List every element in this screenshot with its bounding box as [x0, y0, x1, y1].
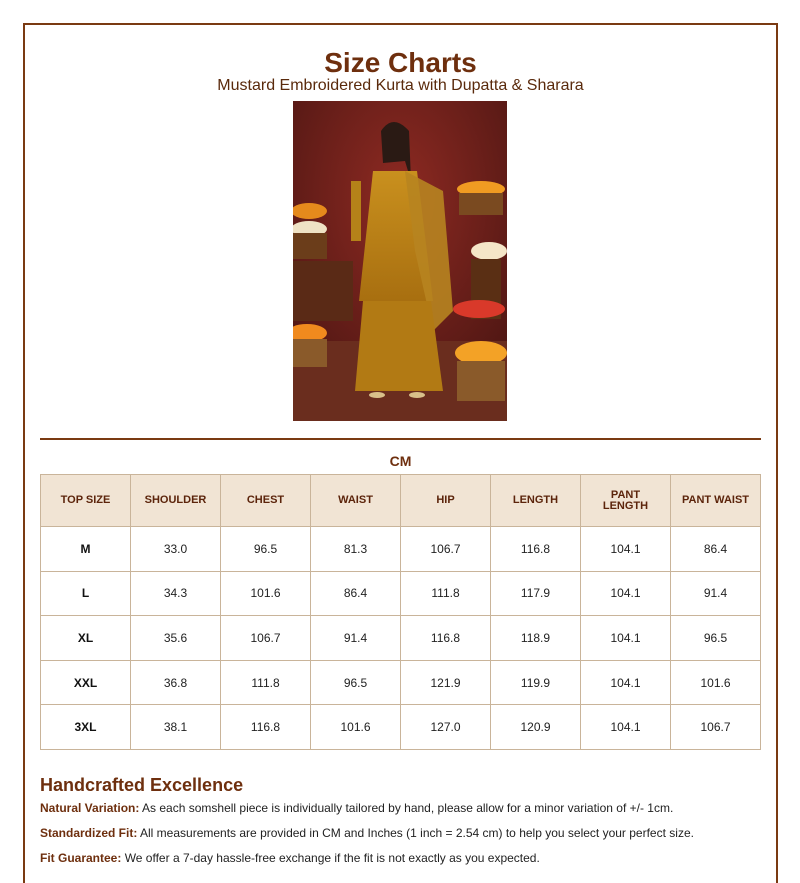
note-fit-guarantee [40, 851, 540, 865]
column-header: SHOULDER [131, 475, 221, 527]
size-table [40, 474, 761, 750]
table-cell: 120.9 [491, 705, 581, 750]
size-cell: M [41, 527, 131, 572]
table-cell: 106.7 [671, 705, 761, 750]
notes-heading: Handcrafted Excellence [40, 775, 244, 795]
size-cell: L [41, 571, 131, 616]
note-standardized-fit [40, 826, 694, 840]
table-cell: 38.1 [131, 705, 221, 750]
note-label: Standardized Fit: [40, 826, 138, 840]
note-text: We offer a 7-day hassle-free exchange if the fit is not exactly as you expected. [121, 851, 540, 865]
size-chart-card [23, 23, 778, 883]
table-row [41, 660, 761, 705]
note-label: Fit Guarantee: [40, 851, 122, 865]
table-cell: 96.5 [221, 527, 311, 572]
table-cell: 34.3 [131, 571, 221, 616]
table-cell: 81.3 [311, 527, 401, 572]
table-cell: 127.0 [401, 705, 491, 750]
table-header-row [41, 475, 761, 527]
table-cell: 96.5 [671, 616, 761, 661]
table-cell: 106.7 [401, 527, 491, 572]
table-cell: 119.9 [491, 660, 581, 705]
table-cell: 36.8 [131, 660, 221, 705]
note-text: As each somshell piece is individually tailored by hand, please allow for a minor variation of +/- 1cm. [139, 801, 674, 815]
page-title: Size Charts [324, 47, 477, 78]
column-header: PANT WAIST [671, 475, 761, 527]
table-cell: 104.1 [581, 616, 671, 661]
size-cell: XXL [41, 660, 131, 705]
column-header: PANT LENGTH [581, 475, 671, 527]
table-row [41, 571, 761, 616]
column-header: HIP [401, 475, 491, 527]
table-cell: 104.1 [581, 571, 671, 616]
table-cell: 116.8 [221, 705, 311, 750]
column-header: LENGTH [491, 475, 581, 527]
table-cell: 116.8 [491, 527, 581, 572]
table-row [41, 616, 761, 661]
table-cell: 96.5 [311, 660, 401, 705]
column-header: CHEST [221, 475, 311, 527]
unit-label: CM [389, 453, 412, 469]
table-cell: 104.1 [581, 527, 671, 572]
table-cell: 35.6 [131, 616, 221, 661]
size-cell: XL [41, 616, 131, 661]
table-cell: 86.4 [311, 571, 401, 616]
table-cell: 101.6 [311, 705, 401, 750]
note-label: Natural Variation: [40, 801, 140, 815]
section-divider [40, 438, 761, 440]
table-cell: 111.8 [221, 660, 311, 705]
table-cell: 91.4 [671, 571, 761, 616]
table-cell: 121.9 [401, 660, 491, 705]
table-cell: 101.6 [221, 571, 311, 616]
table-cell: 104.1 [581, 660, 671, 705]
product-subtitle: Mustard Embroidered Kurta with Dupatta & Sharara [217, 77, 584, 94]
table-cell: 91.4 [311, 616, 401, 661]
table-cell: 111.8 [401, 571, 491, 616]
table-cell: 104.1 [581, 705, 671, 750]
table-cell: 106.7 [221, 616, 311, 661]
column-header: WAIST [311, 475, 401, 527]
table-cell: 117.9 [491, 571, 581, 616]
table-row [41, 705, 761, 750]
table-row [41, 527, 761, 572]
note-natural-variation [40, 801, 673, 815]
size-cell: 3XL [41, 705, 131, 750]
column-header: TOP SIZE [41, 475, 131, 527]
table-cell: 118.9 [491, 616, 581, 661]
product-photo [293, 101, 507, 421]
table-cell: 116.8 [401, 616, 491, 661]
note-text: All measurements are provided in CM and Inches (1 inch = 2.54 cm) to help you select your perfect size. [137, 826, 694, 840]
table-cell: 101.6 [671, 660, 761, 705]
table-cell: 33.0 [131, 527, 221, 572]
table-cell: 86.4 [671, 527, 761, 572]
